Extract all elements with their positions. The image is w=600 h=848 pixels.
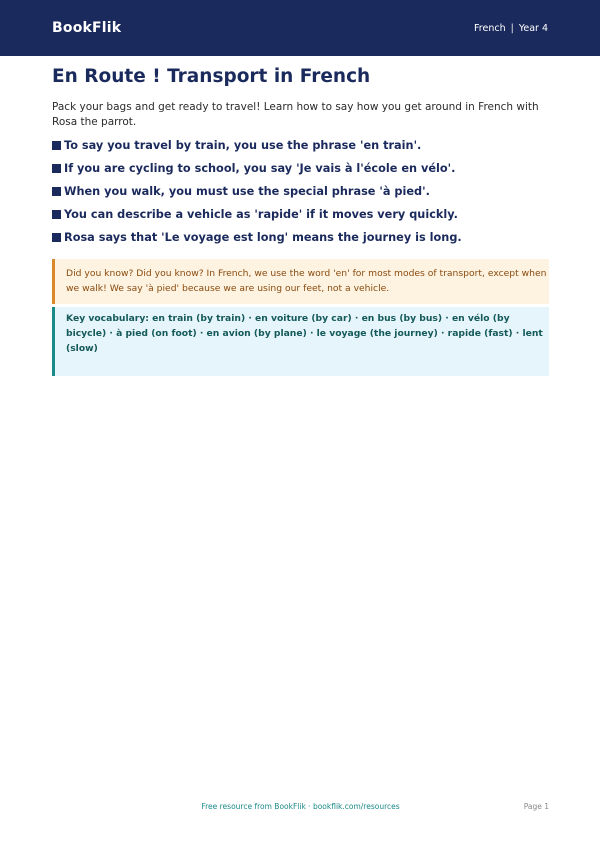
page-header — [0, 0, 600, 56]
page-footer — [52, 802, 549, 814]
key-vocabulary-callout: Key vocabulary: en train (by train) · en voiture (by car) · en bus (by bus) · en vélo (by bicycle) · à pied (on foot) · en avion (by plane) · le voyage (the journey) · rapide (fast) · lent (slow) — [52, 307, 549, 376]
bullet-square-icon — [52, 233, 61, 242]
page-number: Page 1 — [523, 802, 549, 811]
list-item — [52, 230, 549, 245]
footer-credit-link[interactable]: Free resource from BookFlik · bookflik.com/resources — [201, 802, 400, 811]
list-item-text: Rosa says that 'Le voyage est long' means the journey is long. — [64, 231, 462, 244]
brand-logo[interactable]: BookFlik — [52, 20, 122, 36]
list-item-text: To say you travel by train, you use the phrase 'en train'. — [64, 139, 422, 152]
header-meta — [474, 23, 548, 34]
year-label: Year 4 — [518, 22, 548, 34]
main-content — [52, 64, 549, 376]
list-item-text: When you walk, you must use the special phrase 'à pied'. — [64, 185, 430, 198]
intro-paragraph: Pack your bags and get ready to travel! Learn how to say how you get around in French with Rosa the parrot. — [52, 101, 539, 128]
meta-separator: | — [510, 22, 514, 34]
bullet-square-icon — [52, 141, 61, 150]
bullet-square-icon — [52, 164, 61, 173]
list-item-text: You can describe a vehicle as 'rapide' if it moves very quickly. — [64, 208, 458, 221]
page-title: En Route ! Transport in French — [52, 66, 371, 87]
bullet-square-icon — [52, 187, 61, 196]
subject-label: French — [474, 22, 506, 34]
list-item-text: If you are cycling to school, you say 'Je vais à l'école en vélo'. — [64, 162, 456, 175]
list-item — [52, 184, 549, 199]
list-item — [52, 207, 549, 222]
did-you-know-callout: Did you know? Did you know? In French, we use the word 'en' for most modes of transport, except when we walk! We say 'à pied' because we are using our feet, not a vehicle. — [52, 259, 549, 304]
list-item — [52, 138, 549, 153]
key-points-list — [52, 138, 549, 245]
bullet-square-icon — [52, 210, 61, 219]
list-item — [52, 161, 549, 176]
